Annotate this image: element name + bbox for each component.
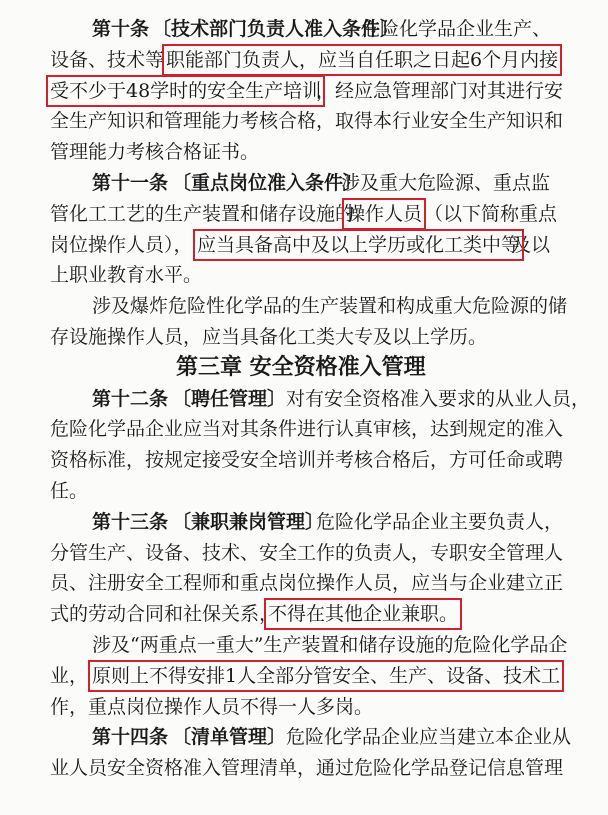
- article-11-line-4: [0, 263, 608, 287]
- document-text: 危险化学品企业应当建立本企业从: [286, 726, 572, 748]
- article-10-label: 第十条: [92, 18, 150, 40]
- article-13-text: 式的劳动合同和社保关系，: [50, 603, 279, 625]
- article-14-label: 第十四条: [92, 726, 169, 748]
- article-11-text: 涉及爆炸危险性化学品的生产装置和构成重大危险源的储: [92, 295, 568, 317]
- article-11-text: 岗位操作人员），: [50, 234, 193, 256]
- article-13-line-3: [0, 571, 608, 595]
- article-12-text: 资格标准，按规定接受安全培训并考核合格后，方可任命或聘: [50, 449, 564, 471]
- article-13-line-1: [0, 510, 608, 534]
- article-11-text: （以下简称重点: [424, 203, 558, 225]
- article-11-text: 管化工工艺的生产装置和储存设施的: [50, 203, 355, 225]
- article-13-label: 第十三条: [92, 511, 169, 533]
- article-14-line-1: [0, 725, 608, 749]
- chapter-heading-line: [0, 356, 608, 380]
- article-12-text: 对有安全资格准入要求的从业人员，: [286, 388, 591, 410]
- article-10-line-2: [0, 48, 608, 72]
- article-13-title: 〔兼职兼岗管理〕: [172, 511, 325, 533]
- article-11-line-1: [0, 171, 608, 195]
- article-10-text: 设备、技术等: [50, 49, 165, 71]
- highlighted-text: 操作人员: [346, 203, 423, 225]
- highlighted-text: 受不少于48学时的安全生产培训: [50, 80, 322, 102]
- article-11-line-2: [0, 202, 608, 226]
- article-13-para2-line-3: [0, 695, 608, 719]
- article-10-title: 〔技术部门负责人准入条件〕: [152, 18, 400, 40]
- article-12-line-1: [0, 387, 608, 411]
- article-13-text: 员、注册安全工程师和重点岗位操作人员，应当与企业建立正: [50, 572, 564, 594]
- document-text: 作，重点岗位操作人员不得一人多岗。: [50, 696, 374, 718]
- document-text: 业，: [50, 665, 89, 687]
- article-12-title: 〔聘任管理〕: [172, 388, 287, 410]
- article-12-label: 第十二条: [92, 388, 169, 410]
- article-10-text: ，经应急管理部门对其进行安: [316, 80, 564, 102]
- chapter-heading: 第三章 安全资格准入管理: [176, 355, 426, 380]
- article-10-line-1: [0, 17, 608, 41]
- document-text: 业人员安全资格准入管理清单，通过危险化学品登记信息管理: [50, 757, 564, 779]
- article-13-text: 危险化学品企业主要负责人，: [316, 511, 564, 533]
- article-10-line-3: [0, 79, 608, 103]
- document-text: 涉及“两重点一重大”生产装置和储存设施的危险化学品企: [92, 634, 568, 656]
- article-13-line-2: [0, 541, 608, 565]
- article-11-text: 上职业教育水平。: [50, 264, 203, 286]
- article-12-line-4: [0, 479, 608, 503]
- article-14-line-2: [0, 756, 608, 780]
- article-10-text: 危险化学品企业生产、: [361, 18, 552, 40]
- highlighted-text: 应当具备高中及以上学历或化工类中等: [197, 234, 521, 256]
- article-11-text: 及以: [512, 234, 551, 256]
- article-10-line-4: [0, 109, 608, 133]
- article-10-line-5: [0, 140, 608, 164]
- article-10-text: 全生产知识和管理能力考核合格，取得本行业安全生产知识和: [50, 110, 564, 132]
- article-12-text: 任。: [50, 480, 89, 502]
- article-10-text: 管理能力考核合格证书。: [50, 141, 260, 163]
- article-11-line-3: [0, 233, 608, 257]
- highlighted-text: 不得在其他企业兼职。: [268, 603, 459, 625]
- article-14-title: 〔清单管理〕: [172, 726, 287, 748]
- article-12-line-2: [0, 417, 608, 441]
- article-12-line-3: [0, 448, 608, 472]
- highlighted-text: 职能部门负责人，应当自任职之日起6个月内接: [166, 49, 559, 71]
- highlighted-text: 原则上不得安排1人全部分管安全、生产、设备、技术工: [92, 665, 561, 687]
- article-11-text: 存设施操作人员，应当具备化工类大专及以上学历。: [50, 326, 488, 348]
- article-11-para2-line-2: [0, 325, 608, 349]
- article-11-para2-line-1: [0, 294, 608, 318]
- article-11-text: 涉及重大危险源、重点监: [341, 172, 551, 194]
- article-11-label: 第十一条: [92, 172, 169, 194]
- article-13-para2-line-2: [0, 664, 608, 688]
- article-13-line-4: [0, 602, 608, 626]
- article-11-title: 〔重点岗位准入条件〕: [172, 172, 363, 194]
- article-13-para2-line-1: [0, 633, 608, 657]
- article-13-text: 分管生产、设备、技术、安全工作的负责人，专职安全管理人: [50, 542, 564, 564]
- article-12-text: 危险化学品企业应当对其条件进行认真审核，达到规定的准入: [50, 418, 564, 440]
